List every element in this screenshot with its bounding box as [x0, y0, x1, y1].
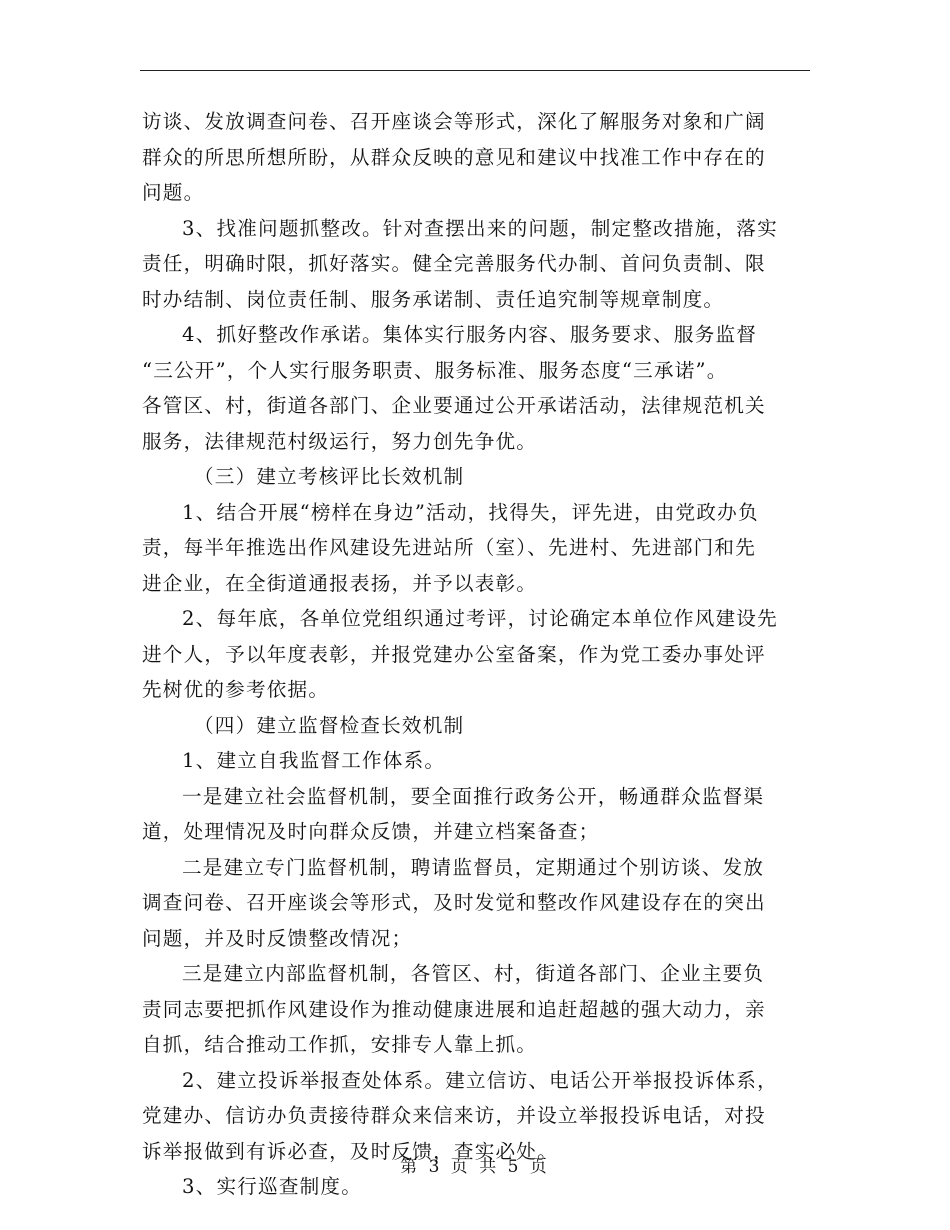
text-line: 先树优的参考依据。: [142, 678, 330, 701]
section-heading: （四）建立监督检查长效机制: [194, 713, 465, 737]
text-line: 时办结制、岗位责任制、服务承诺制、责任追究制等规章制度。: [142, 287, 725, 311]
text-line: 服务，法律规范村级运行，努力创先争优。: [142, 429, 538, 453]
paragraph-start: 3、实行巡查制度。: [182, 1175, 363, 1198]
text-line: 访谈、发放调查问卷、召开座谈会等形式，深化了解服务对象和广阔: [142, 110, 766, 133]
section-heading: （三）建立考核评比长效机制: [194, 465, 465, 488]
paragraph-start: 二是建立专门监督机制，聘请监督员，定期通过个别访谈、发放: [182, 855, 765, 879]
text-line: 问题，并及时反馈整改情况；: [142, 926, 413, 950]
text-line: 责，每半年推选出作风建设先进站所（室）、先进村、先进部门和先: [142, 536, 757, 559]
text-line: 问题。: [142, 181, 205, 204]
header-rule: [140, 70, 810, 71]
paragraph-start: 三是建立内部监督机制，各管区、村，街道各部门、企业主要负: [182, 962, 765, 985]
text-line: 党建办、信访办负责接待群众来信来访，并设立举报投诉电话，对投: [142, 1104, 766, 1127]
paragraph-start: 1、建立自我监督工作体系。: [182, 749, 446, 772]
text-line: 自抓，结合推动工作抓，安排专人靠上抓。: [142, 1033, 538, 1056]
text-line: 群众的所思所想所盼，从群众反映的意见和建议中找准工作中存在的: [142, 145, 766, 169]
paragraph-start: 3、找准问题抓整改。针对查摆出来的问题，制定整改措施，落实: [182, 216, 778, 240]
paragraph-start: 2、每年底，各单位党组织通过考评，讨论确定本单位作风建设先: [182, 607, 778, 630]
text-line: 进个人，予以年度表彰，并报党建办公室备案，作为党工委办事处评: [142, 642, 766, 666]
text-line: 各管区、村，街道各部门、企业要通过公开承诺活动，法律规范机关: [142, 394, 766, 417]
text-line: 调查问卷、召开座谈会等形式，及时发觉和整改作风建设存在的突出: [142, 891, 766, 914]
text-line: 责同志要把抓作风建设作为推动健康进展和追赶超越的强大动力，亲: [142, 997, 766, 1021]
text-line: 诉举报做到有诉必查，及时反馈，查实必处。: [142, 1139, 558, 1163]
paragraph-start: 1、结合开展“榜样在身边”活动，找得失，评先进，由党政办负: [182, 500, 759, 524]
text-line: 进企业，在全街道通报表扬，并予以表彰。: [142, 571, 538, 595]
paragraph-start: 一是建立社会监督机制，要全面推行政务公开，畅通群众监督渠: [182, 784, 765, 808]
text-line: “三公开”，个人实行服务职责、服务标准、服务态度“三承诺”。: [142, 358, 728, 382]
text-line: 责任，明确时限，抓好落实。健全完善服务代办制、首问负责制、限: [142, 252, 766, 275]
text-line: 道，处理情况及时向群众反馈，并建立档案备查；: [142, 820, 600, 843]
paragraph-start: 4、抓好整改作承诺。集体实行服务内容、服务要求、服务监督: [182, 323, 758, 346]
page-number: 第 3 页 共 5 页: [400, 1157, 550, 1177]
paragraph-start: 2、建立投诉举报查处体系。建立信访、电话公开举报投诉体系，: [182, 1068, 778, 1092]
document-body: [142, 104, 810, 1205]
